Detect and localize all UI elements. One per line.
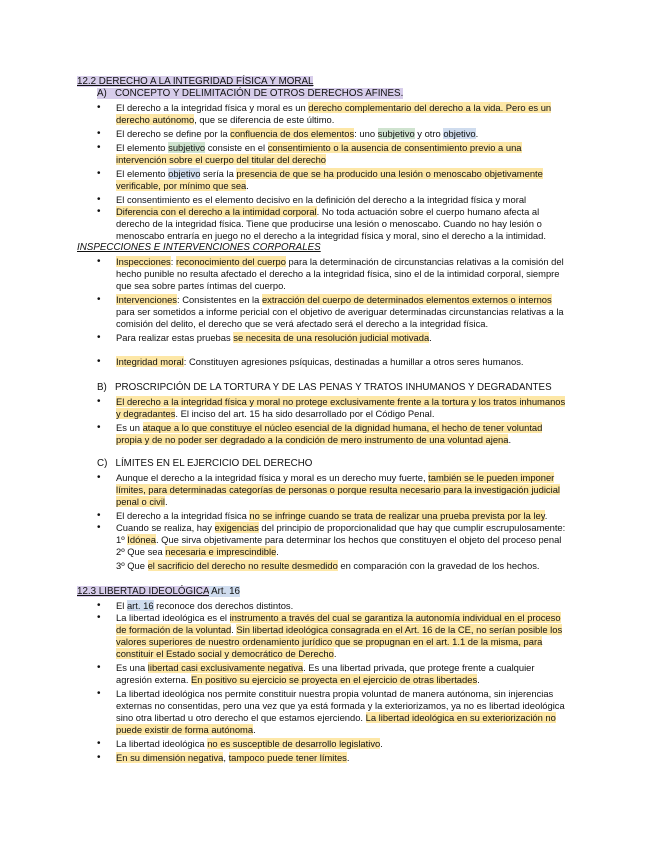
text-segment: El derecho se define por la — [116, 128, 231, 139]
text-segment: Es una — [116, 662, 148, 673]
text-segment: 3º Que — [116, 560, 148, 571]
text-line — [116, 674, 480, 685]
text-segment: derecho de la integridad física. Tiene que producirse una lesión o menoscabo. Cuando no hay lesión o — [116, 218, 542, 229]
highlighted-text: propia y de no poder ser degradado a la condición de mero instrumento de una voluntad ajena — [116, 434, 509, 445]
text-line — [116, 484, 560, 495]
highlighted-text: objetivo — [443, 128, 476, 139]
highlighted-text: exigencias — [214, 522, 259, 533]
text-segment: : Consistentes en la — [176, 294, 262, 305]
text-segment: del principio de proporcionalidad que hay que cumplir escrupulosamente: — [258, 522, 566, 533]
highlighted-text: objetivo — [168, 168, 201, 179]
section-heading — [97, 88, 403, 99]
text-segment: , — [223, 752, 229, 763]
text-line — [116, 306, 564, 317]
text-segment: . Es una libertad privada, que protege frente a cualquier — [303, 662, 535, 673]
bullet-item — [116, 422, 542, 433]
highlighted-text: puede existir de forma autónoma — [116, 724, 254, 735]
highlighted-text: el sacrificio del derecho no resulte desmedido — [147, 560, 338, 571]
highlighted-text: no se infringe cuando se trata de realizar una prueba prevista por la ley — [249, 510, 545, 521]
text-segment: externas no consentidas, pero una vez que ya está formada y la exteriorizamos, ya no es libertad ideológica — [116, 700, 565, 711]
text-line — [116, 724, 256, 735]
text-segment: El elemento — [116, 142, 169, 153]
highlighted-text: de formación de la voluntad — [116, 624, 232, 635]
text-segment: La libertad ideológica — [116, 738, 208, 749]
text-line — [116, 318, 488, 329]
text-segment: . — [253, 724, 256, 735]
section-heading — [97, 382, 552, 393]
bullet-item — [116, 102, 551, 113]
text-segment: El derecho a la integridad física y moral es un — [116, 102, 309, 113]
bullet-item — [116, 396, 565, 407]
text-segment: Cuando se realiza, hay — [116, 522, 215, 533]
text-segment: . — [508, 434, 512, 445]
bullet-item — [116, 510, 547, 521]
text-segment: agresión externa. — [116, 674, 192, 685]
text-segment: El elemento — [116, 168, 169, 179]
text-segment: reconoce dos derechos distintos. — [153, 600, 294, 611]
highlighted-text: no es susceptible de desarrollo legislativo — [207, 738, 381, 749]
highlighted-text: 12.3 LIBERTAD IDEOLÓGICA — [77, 586, 209, 597]
bullet-item — [116, 522, 565, 533]
text-segment: para ser sometidos a informe pericial con el objetivo de averiguar determinadas circunstancias relativas a la — [116, 306, 564, 317]
text-segment: El derecho a la integridad física — [116, 510, 250, 521]
highlighted-text: Art. 16 — [208, 586, 240, 597]
text-segment: sino otra libertad u otro derecho el que estamos ejerciendo. — [116, 712, 366, 723]
highlighted-text: A) CONCEPTO Y DELIMITACIÓN DE OTROS DERECHOS AFINES. — [97, 88, 404, 99]
text-line — [116, 154, 326, 165]
bullet-item — [116, 662, 535, 673]
text-segment: . El inciso del art. 15 ha sido desarrollado por el Código Penal. — [175, 408, 435, 419]
highlighted-text: Idónea — [127, 534, 156, 545]
text-segment: : — [170, 256, 176, 267]
text-line — [116, 700, 565, 711]
highlighted-text: penal o civil — [116, 496, 165, 507]
bullet-item — [116, 472, 554, 483]
text-segment: . — [544, 510, 548, 521]
text-segment: que sea sobre partes íntimas del cuerpo. — [116, 280, 286, 291]
text-segment: para la determinación de circunstancias relativas a la comisión del — [285, 256, 564, 267]
bullet-item — [116, 332, 432, 343]
highlighted-text: tampoco puede tener límites — [228, 752, 347, 763]
text-segment: consiste en el — [205, 142, 268, 153]
highlighted-text: Diferencia con el derecho a la intimidad corporal — [116, 206, 317, 217]
text-segment: en comparación con la gravedad de los hechos. — [337, 560, 540, 571]
text-segment: . — [165, 496, 168, 507]
text-segment: menoscabo entraría en juego no el derecho a la integridad física y moral, sino el derecho a la intimidad. — [116, 230, 546, 241]
section-heading — [97, 458, 312, 469]
text-segment: Aunque el derecho a la integridad física y moral es un derecho muy fuerte, — [116, 472, 429, 483]
text-segment: . Que sirva objetivamente para determinar los hechos que constituyen el objeto del proceso penal — [155, 534, 562, 545]
highlighted-text: verificable, por mínimo que sea — [116, 180, 247, 191]
highlighted-text: Intervenciones — [116, 294, 177, 305]
text-line — [116, 534, 561, 545]
highlighted-text: Integridad moral — [116, 356, 184, 367]
text-segment: , que se diferencia de este último. — [194, 114, 335, 125]
text-segment: Es un — [116, 422, 143, 433]
section-heading — [77, 76, 313, 87]
text-segment: . — [475, 128, 479, 139]
highlighted-text: límites, para determinadas categorías de personas o porque resulta necesario para la investigación judicial — [116, 484, 561, 495]
text-line — [116, 114, 334, 125]
highlighted-text: instrumento a través del cual se garantiza la autonomía individual en el proceso — [229, 612, 561, 623]
bullet-item — [116, 128, 478, 139]
highlighted-text: presencia de que se ha producido una lesión o menoscabo objetivamente — [236, 168, 543, 179]
text-segment: . — [346, 752, 350, 763]
highlighted-text: confluencia de dos elementos — [230, 128, 355, 139]
text-segment: . — [429, 332, 432, 343]
text-line — [116, 280, 286, 291]
text-line — [116, 434, 511, 445]
highlighted-text: necesaria e imprescindible — [165, 546, 277, 557]
text-line — [116, 496, 168, 507]
text-segment: comisión del delito, el derecho que se verá afectado será el derecho a la integridad física. — [116, 318, 489, 329]
highlighted-text: En su dimensión negativa — [116, 752, 224, 763]
text-segment: 1º — [116, 534, 128, 545]
highlighted-text: consentimiento o la ausencia de consentimiento previo a una — [267, 142, 522, 153]
text-segment: y otro — [414, 128, 444, 139]
text-line — [116, 268, 560, 279]
text-segment: . — [246, 180, 249, 191]
highlighted-text: se necesita de una resolución judicial motivada — [233, 332, 430, 343]
highlighted-text: libertad casi exclusivamente negativa — [147, 662, 304, 673]
text-segment: . — [276, 546, 279, 557]
bullet-item — [116, 206, 539, 217]
highlighted-text: art. 16 — [126, 600, 154, 611]
text-segment: La libertad ideológica es el — [116, 612, 230, 623]
text-segment: : Constituyen agresiones psíquicas, destinadas a humillar a otros seres humanos. — [183, 356, 524, 367]
text-segment: . — [231, 624, 237, 635]
text-line — [116, 408, 434, 419]
text-segment: La libertad ideológica nos permite constituir nuestra propia voluntad de manera autónoma, sin injerencias — [116, 688, 554, 699]
text-line — [116, 636, 542, 647]
text-segment: : uno — [354, 128, 378, 139]
section-heading — [77, 242, 321, 253]
text-segment: El — [116, 600, 127, 611]
text-segment: . — [477, 674, 480, 685]
text-line — [116, 712, 556, 723]
highlighted-text: Inspecciones — [116, 256, 171, 267]
section-heading — [77, 586, 240, 597]
bullet-item — [116, 752, 349, 763]
text-segment: INSPECCIONES E INTERVENCIONES CORPORALES — [77, 242, 321, 253]
highlighted-text: constituir el Estado social y democrático de Derecho — [116, 648, 334, 659]
text-segment: C) LÍMITES EN EL EJERCICIO DEL DERECHO — [97, 458, 313, 469]
highlighted-text: subjetivo — [168, 142, 206, 153]
highlighted-text: 12.2 DERECHO A LA INTEGRIDAD FÍSICA Y MORAL — [77, 76, 314, 87]
highlighted-text: ataque a lo que constituye el núcleo esencial de la dignidad humana, el hecho de tener voluntad — [142, 422, 543, 433]
text-segment: B) PROSCRIPCIÓN DE LA TORTURA Y DE LAS PENAS Y TRATOS INHUMANOS Y DEGRADANTES — [97, 382, 552, 393]
text-segment: Para realizar estas pruebas — [116, 332, 234, 343]
text-segment: . — [333, 648, 337, 659]
bullet-item — [116, 194, 526, 205]
highlighted-text: En positivo su ejercicio se proyecta en el ejercicio de otras libertades — [191, 674, 478, 685]
bullet-item — [116, 256, 564, 267]
text-line — [116, 560, 540, 571]
highlighted-text: derecho autónomo — [116, 114, 195, 125]
highlighted-text: reconocimiento del cuerpo — [175, 256, 286, 267]
highlighted-text: extracción del cuerpo de determinados elementos externos o internos — [261, 294, 552, 305]
text-segment: sería la — [200, 168, 237, 179]
highlighted-text: La libertad ideológica en su exteriorización no — [365, 712, 556, 723]
bullet-item — [116, 600, 293, 611]
text-line — [116, 230, 546, 241]
text-segment: hecho punible no resulta afectado el derecho a la integridad física, sino el de la intimidad corporal, siempre — [116, 268, 560, 279]
highlighted-text: subjetivo — [377, 128, 415, 139]
text-line — [116, 180, 249, 191]
highlighted-text: y degradantes — [116, 408, 176, 419]
bullet-item — [116, 612, 561, 623]
text-segment: 2º Que sea — [116, 546, 166, 557]
highlighted-text: valores superiores de nuestro ordenamiento jurídico que se propugnan en el art. 1.1 de la misma, para — [116, 636, 543, 647]
text-segment: . No toda actuación sobre el cuerpo humano afecta al — [316, 206, 540, 217]
bullet-item — [116, 738, 383, 749]
text-line — [116, 218, 542, 229]
highlighted-text: también se le pueden imponer — [428, 472, 555, 483]
text-segment: . — [380, 738, 383, 749]
highlighted-text: intervención sobre el cuerpo del titular del derecho — [116, 154, 327, 165]
highlighted-text: El derecho a la integridad física y moral no protege exclusivamente frente a la tortura y los tratos inhumanos — [116, 396, 566, 407]
bullet-item — [116, 356, 524, 367]
bullet-item — [116, 688, 553, 699]
text-segment: El consentimiento es el elemento decisivo en la definición del derecho a la integridad física y moral — [116, 194, 527, 205]
highlighted-text: derecho complementario del derecho a la vida. Pero es un — [308, 102, 552, 113]
highlighted-text: Sin libertad ideológica consagrada en el Art. 16 de la CE, no serían posible los — [236, 624, 563, 635]
bullet-item — [116, 294, 552, 305]
text-line — [116, 624, 562, 635]
text-line — [116, 648, 336, 659]
bullet-item — [116, 142, 522, 153]
text-line — [116, 546, 279, 557]
bullet-item — [116, 168, 543, 179]
